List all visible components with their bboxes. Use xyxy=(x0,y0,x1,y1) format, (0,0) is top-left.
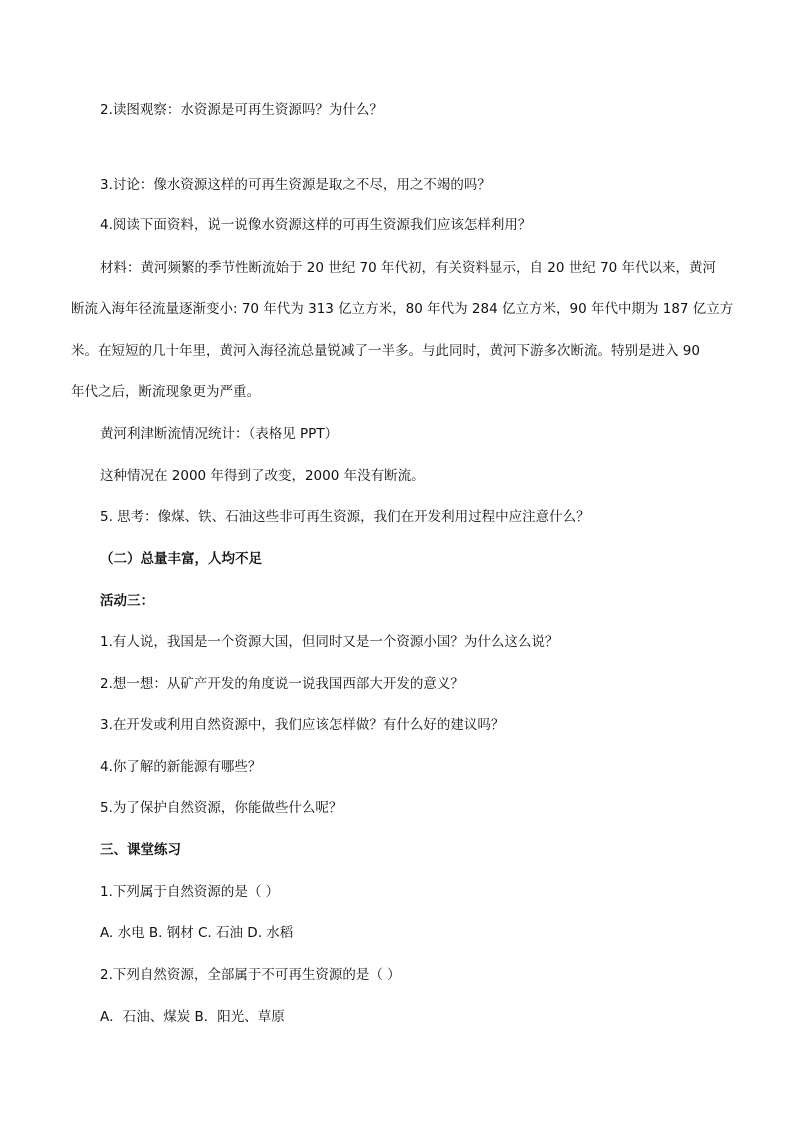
question-4: 4.阅读下面资料，说一说像水资源这样的可再生资源我们应该怎样利用？ xyxy=(100,217,532,233)
question-5: 5. 思考：像煤、铁、石油这些非可再生资源，我们在开发利用过程中应注意什么？ xyxy=(100,509,590,525)
practice-options-2: A．石油、煤炭 B．阳光、草原 xyxy=(100,1009,285,1025)
practice-question-2: 2.下列自然资源，全部属于不可再生资源的是（ ） xyxy=(100,967,401,983)
practice-heading: 三、课堂练习 xyxy=(100,842,181,858)
material-line-2: 断流入海年径流量逐渐变小: 70 年代为 313 亿立方米，80 年代为 284 亿立方米，90 年代中期为 187 亿立方 xyxy=(71,301,734,317)
activity-question-3: 3.在开发或利用自然资源中，我们应该怎样做？有什么好的建议吗？ xyxy=(100,717,505,733)
activity-question-5: 5.为了保护自然资源，你能做些什么呢？ xyxy=(100,800,343,816)
lijin-statistics: 黄河利津断流情况统计：（表格见 PPT） xyxy=(100,426,339,442)
activity-question-4: 4.你了解的新能源有哪些？ xyxy=(100,759,262,775)
activity-question-1: 1.有人说，我国是一个资源大国，但同时又是一个资源小国？为什么这么说？ xyxy=(100,634,559,650)
material-line-4: 年代之后，断流现象更为严重。 xyxy=(71,384,260,400)
material-line-3: 米。在短短的几十年里，黄河入海径流总量锐减了一半多。与此同时，黄河下游多次断流。特别是进入 90 xyxy=(71,343,700,359)
activity-question-2: 2.想一想：从矿产开发的角度说一说我国西部大开发的意义？ xyxy=(100,676,464,692)
question-2: 2.读图观察：水资源是可再生资源吗？为什么？ xyxy=(100,102,383,118)
change-2000: 这种情况在 2000 年得到了改变，2000 年没有断流。 xyxy=(100,468,425,484)
activity-3-heading: 活动三： xyxy=(100,593,154,609)
section-heading-2: （二）总量丰富，人均不足 xyxy=(100,551,262,567)
material-line-1: 材料：黄河频繁的季节性断流始于 20 世纪 70 年代初，有关资料显示，自 20 世纪 70 年代以来，黄河 xyxy=(100,260,717,276)
practice-question-1: 1.下列属于自然资源的是（ ） xyxy=(100,884,280,900)
question-3: 3.讨论：像水资源这样的可再生资源是取之不尽，用之不竭的吗？ xyxy=(100,177,491,193)
practice-options-1: A. 水电 B. 钢材 C. 石油 D. 水稻 xyxy=(100,925,294,941)
